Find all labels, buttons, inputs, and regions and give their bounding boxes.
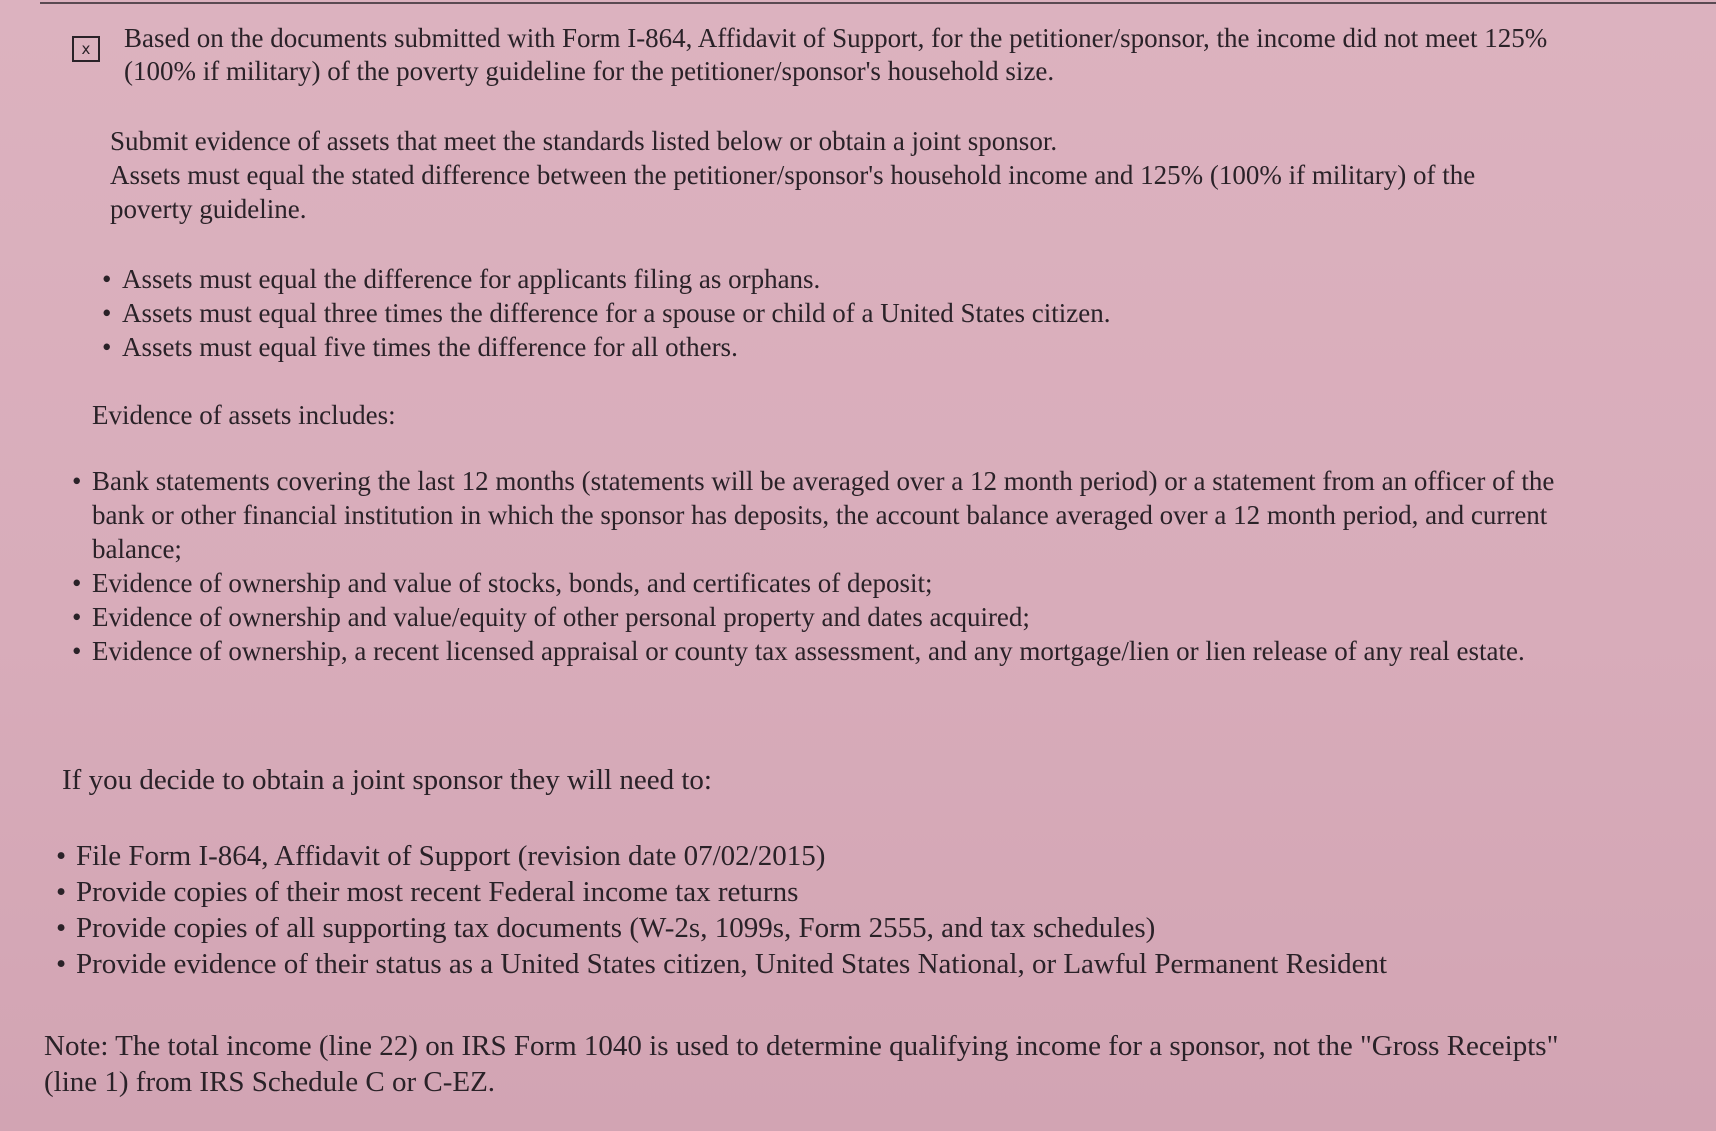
joint-sponsor-list: [56, 838, 1676, 982]
evidence-heading: Evidence of assets includes:: [92, 400, 396, 430]
list-item: • File Form I-864, Affidavit of Support (revision date 07/02/2015): [56, 838, 1676, 874]
list-item: • Provide copies of all supporting tax documents (W-2s, 1099s, Form 2555, and tax schedules): [56, 910, 1676, 946]
list-item: • Provide evidence of their status as a United States citizen, United States National, or Lawful Permanent Resident: [56, 946, 1676, 982]
top-rule: [40, 2, 1716, 4]
list-item: • Provide copies of their most recent Federal income tax returns: [56, 874, 1676, 910]
assets-intro: [110, 124, 1530, 226]
list-item: • Assets must equal three times the difference for a spouse or child of a United States citizen.: [102, 296, 1522, 330]
checked-checkbox-icon: x: [72, 36, 100, 62]
list-item: • Assets must equal five times the difference for all others.: [102, 330, 1522, 364]
assets-intro-line2: Assets must equal the stated difference between the petitioner/sponsor's household income and 125% (100% if military) of the poverty guideline.: [110, 160, 1476, 224]
list-item: • Evidence of ownership, a recent licensed appraisal or county tax assessment, and any mortgage/lien or lien release of any real estate.: [72, 634, 1592, 668]
income-notice: Based on the documents submitted with Form I-864, Affidavit of Support, for the petitioner/sponsor, the income did not meet 125% (100% if military) of the poverty guideline for the petitioner/sponsor's household size.: [124, 23, 1548, 86]
joint-sponsor-heading: If you decide to obtain a joint sponsor they will need to:: [62, 764, 712, 796]
assets-intro-line1: Submit evidence of assets that meet the standards listed below or obtain a joint sponsor.: [110, 126, 1058, 156]
list-item: • Evidence of ownership and value of stocks, bonds, and certificates of deposit;: [72, 566, 1592, 600]
list-item: • Assets must equal the difference for applicants filing as orphans.: [102, 262, 1522, 296]
asset-rules-list: [102, 262, 1522, 364]
income-note: Note: The total income (line 22) on IRS Form 1040 is used to determine qualifying income for a sponsor, not the "Gross Receipts" (line 1) from IRS Schedule C or C-EZ.: [44, 1030, 1559, 1098]
evidence-list: [72, 464, 1592, 668]
list-item: • Evidence of ownership and value/equity of other personal property and dates acquired;: [72, 600, 1592, 634]
list-item: • Bank statements covering the last 12 months (statements will be averaged over a 12 month period) or a statement from an officer of the bank or other financial institution in which the sponsor has deposits, the account balance averaged over a 12 month period, and current balance;: [72, 464, 1592, 566]
